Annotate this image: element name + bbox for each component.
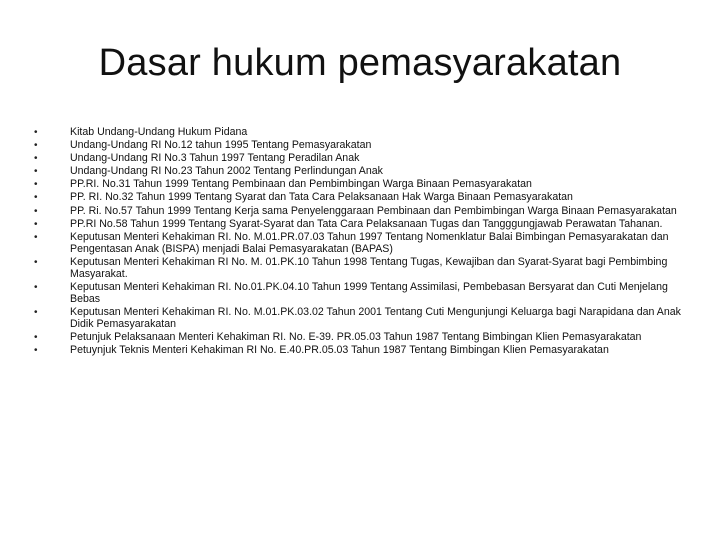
list-item-text: Keputusan Menteri Kehakiman RI. No.01.PK.04.10 Tahun 1999 Tentang Assimilasi, Pembebasan Bersyarat dan Cuti Menjelang Bebas — [70, 280, 668, 305]
bullet-icon: • — [34, 344, 38, 356]
list-item — [34, 219, 684, 231]
list-item-text: Keputusan Menteri Kehakiman RI. No. M.01.PK.03.02 Tahun 2001 Tentang Cuti Mengunjungi Keluarga bagi Narapidana dan Anak Didik Pemasyarakatan — [70, 305, 681, 330]
list-item — [34, 257, 684, 281]
bullet-icon: • — [34, 306, 38, 318]
bullet-icon: • — [34, 153, 38, 165]
list-item-text: Kitab Undang-Undang Hukum Pidana — [70, 126, 248, 138]
list-item — [34, 282, 684, 306]
list-item — [34, 332, 684, 344]
list-item — [34, 153, 684, 165]
bullet-icon: • — [34, 231, 38, 243]
list-item — [34, 232, 684, 256]
list-item-text: Undang-Undang RI No.23 Tahun 2002 Tentang Perlindungan Anak — [70, 165, 383, 178]
bullet-icon: • — [34, 192, 38, 204]
list-item-text: Keputusan Menteri Kehakiman RI No. M. 01.PK.10 Tahun 1998 Tentang Tugas, Kewajiban dan Syarat-Syarat bagi Pembimbing Masyarakat. — [70, 255, 668, 280]
list-item — [34, 179, 684, 191]
list-item — [34, 206, 684, 218]
list-item — [34, 140, 684, 152]
list-item — [34, 307, 684, 331]
bullet-icon: • — [34, 205, 38, 217]
bullet-icon: • — [34, 331, 38, 343]
list-item-text: PP.RI No.58 Tahun 1999 Tentang Syarat-Syarat dan Tata Cara Pelaksanaan Tugas dan Tangggungjawab Perawatan Tahanan. — [70, 217, 663, 230]
bullet-icon: • — [34, 281, 38, 293]
bullet-icon: • — [34, 179, 38, 191]
list-item-text: Undang-Undang RI No.12 tahun 1995 Tentang Pemasyarakatan — [70, 139, 372, 152]
list-item-text: PP. Ri. No.57 Tahun 1999 Tentang Kerja sama Penyelenggaraan Pembinaan dan Pembimbingan Warga Binaan Pemasyarakatan — [70, 204, 677, 217]
list-item-text: Keputusan Menteri Kehakiman RI. No. M.01.PR.07.03 Tahun 1997 Tentang Nomenklatur Balai Bimbingan Pemasyarakatan dan Pengentasan Anak (BISPA) menjadi Balai Pemasyarakatan (BAPAS) — [70, 230, 669, 255]
list-item — [34, 166, 684, 178]
bullet-icon: • — [34, 256, 38, 268]
bullet-icon: • — [34, 140, 38, 152]
list-item — [34, 192, 684, 204]
bullet-icon: • — [34, 127, 38, 138]
bullet-icon: • — [34, 166, 38, 178]
list-item-text: PP.RI. No.31 Tahun 1999 Tentang Pembinaan dan Pembimbingan Warga Binaan Pemasyarakatan — [70, 178, 532, 191]
list-item — [34, 127, 684, 139]
list-item-text: Petunjuk Pelaksanaan Menteri Kehakiman RI. No. E-39. PR.05.03 Tahun 1987 Tentang Bimbingan Klien Pemasyarakatan — [70, 330, 642, 343]
list-item-text: PP. RI. No.32 Tahun 1999 Tentang Syarat dan Tata Cara Pelaksanaan Hak Warga Binaan Pemasyarakatan — [70, 191, 573, 204]
slide-title: Dasar hukum pemasyarakatan — [98, 42, 622, 84]
list-item-text: Petuynjuk Teknis Menteri Kehakiman RI No. E.40.PR.05.03 Tahun 1987 Tentang Bimbingan Klien Pemasyarakatan — [70, 343, 609, 356]
legal-basis-list — [34, 127, 684, 358]
list-item — [34, 345, 684, 357]
bullet-icon: • — [34, 218, 38, 230]
list-item-text: Undang-Undang RI No.3 Tahun 1997 Tentang Peradilan Anak — [70, 152, 360, 165]
